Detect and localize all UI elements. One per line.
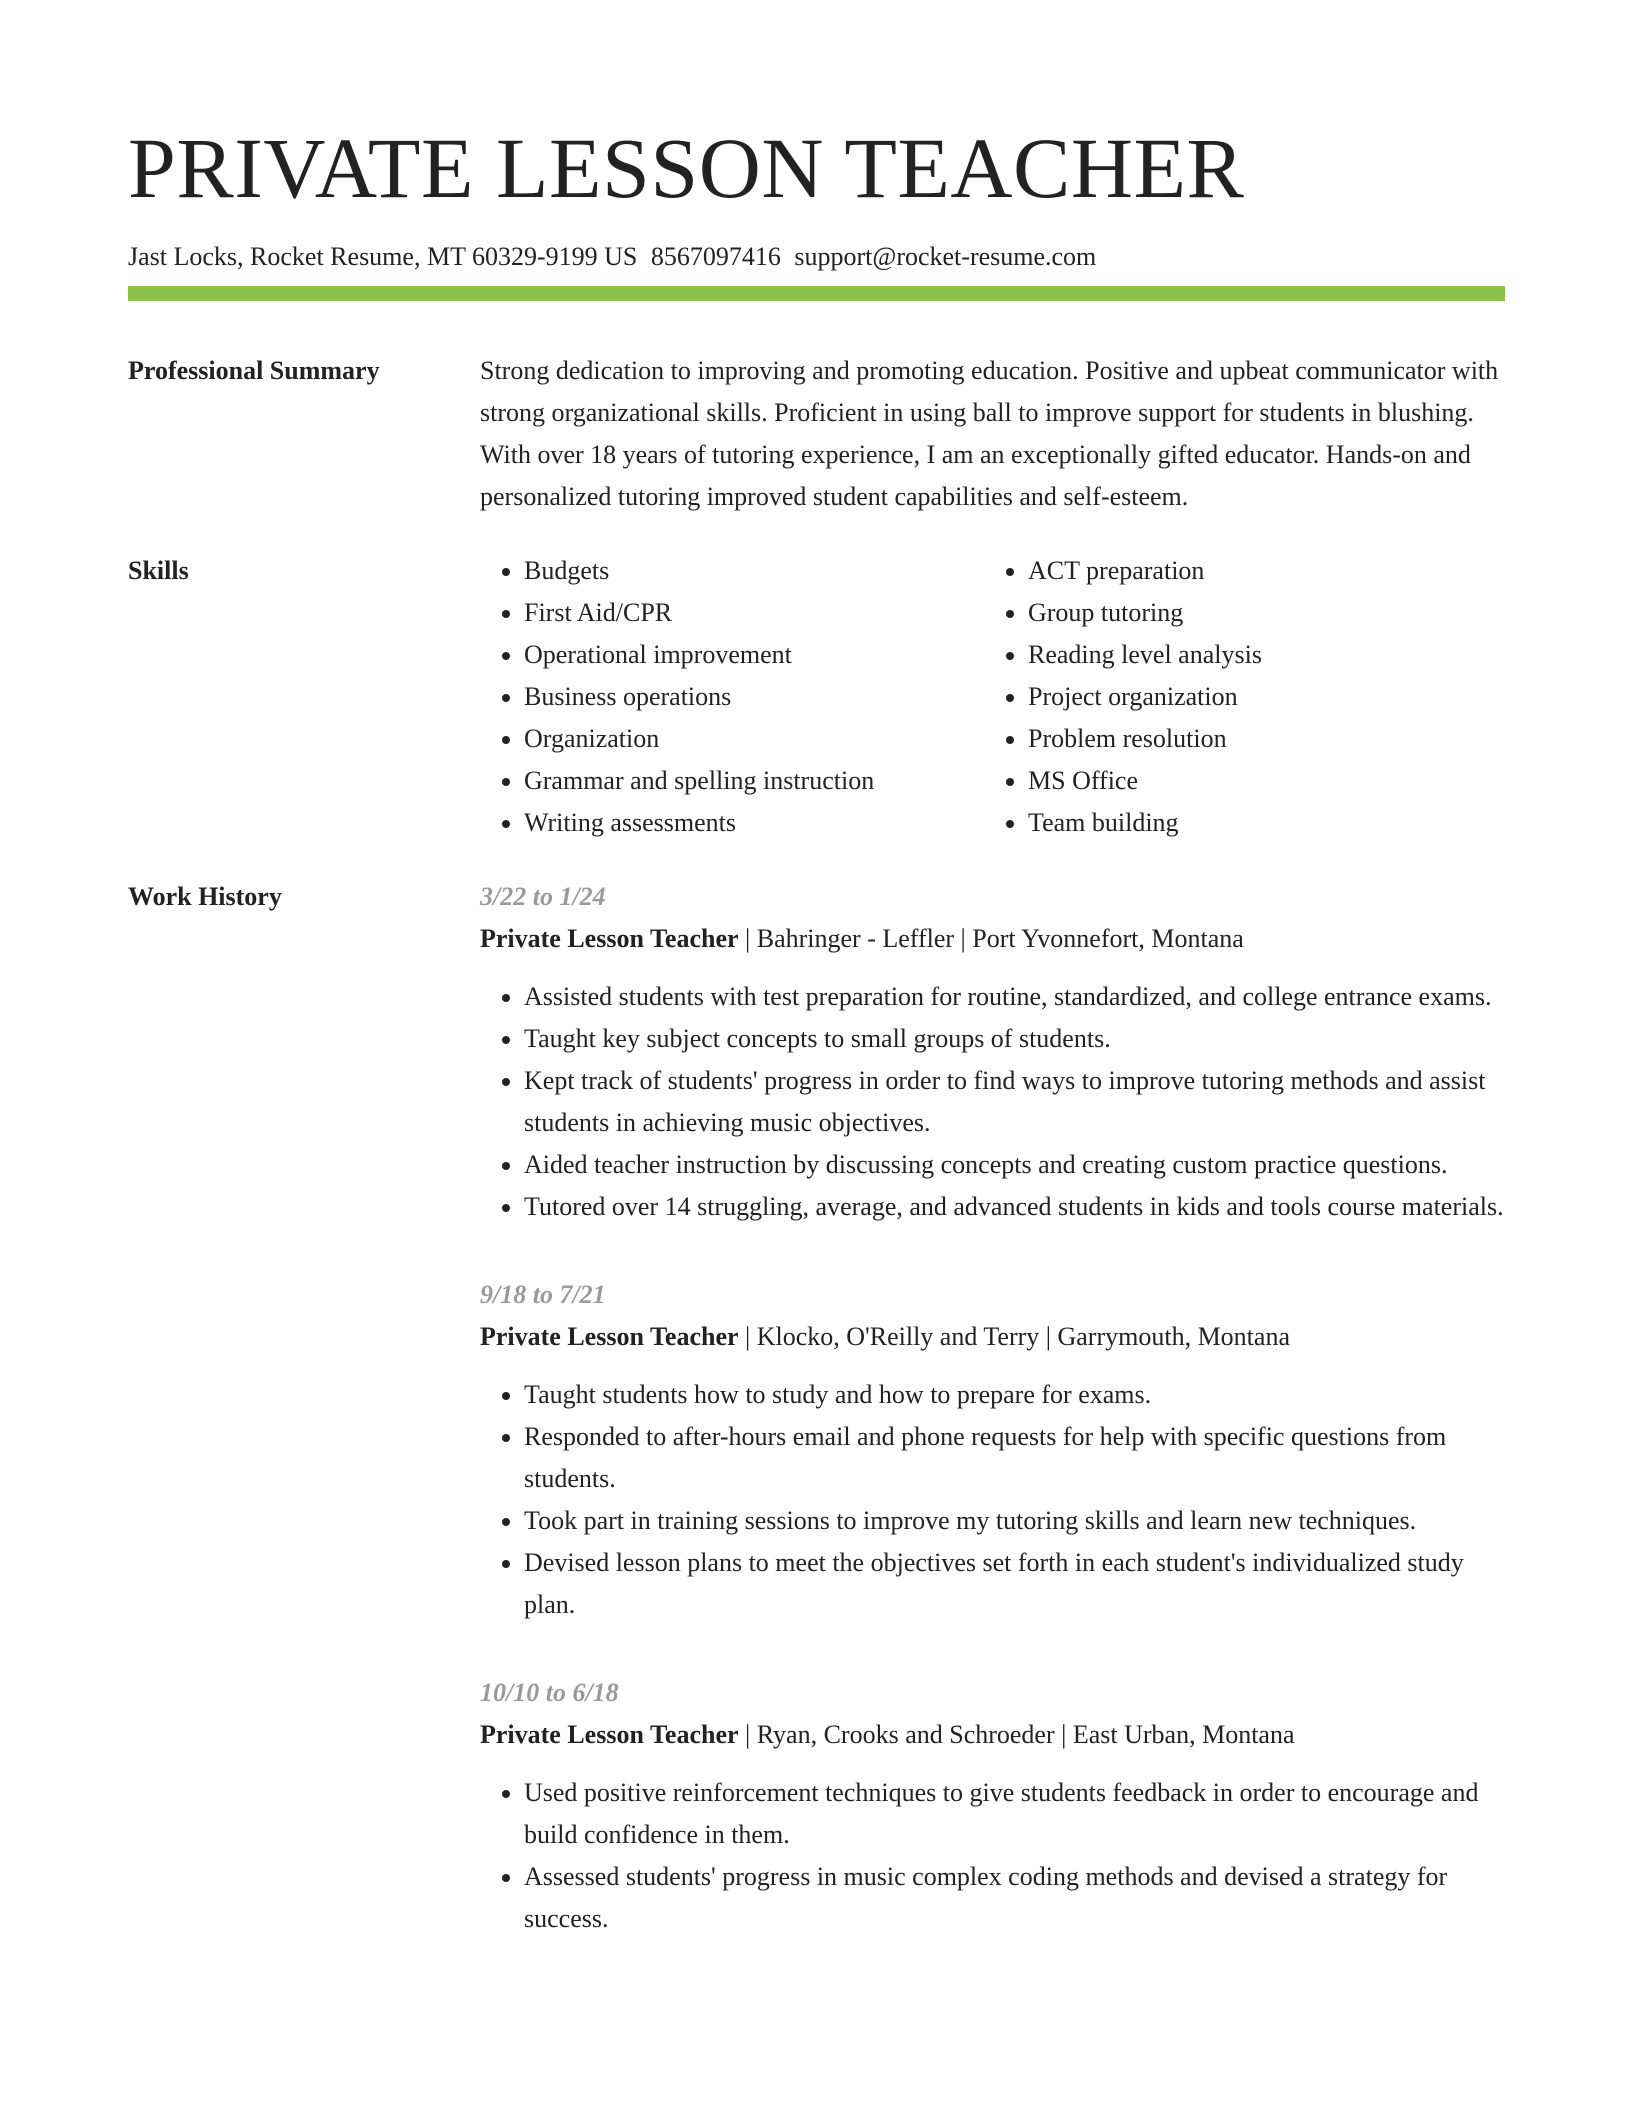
job-title-line: [480, 1316, 1505, 1358]
job-title-line: [480, 918, 1505, 960]
resume-title: PRIVATE LESSON TEACHER: [128, 120, 1245, 216]
job-bullet: • Kept track of students' progress in order to find ways to improve tutoring methods and assist students in achieving music objectives.: [524, 1060, 1505, 1144]
job-entry: [480, 876, 1505, 1228]
job-title: Private Lesson Teacher: [480, 1720, 739, 1749]
skill-item: • Business operations: [524, 676, 984, 718]
job-bullet: • Used positive reinforcement techniques to give students feedback in order to encourage and build confidence in them.: [524, 1772, 1505, 1856]
work-history-section: [128, 876, 1505, 1986]
job-entry: [480, 1672, 1505, 1940]
skills-columns: [480, 550, 1505, 844]
job-employer-location: | Klocko, O'Reilly and Terry | Garrymouth, Montana: [738, 1322, 1290, 1351]
job-title-line: [480, 1714, 1505, 1756]
accent-divider: [128, 286, 1505, 301]
skills-list-left: [480, 550, 984, 844]
job-bullets: [480, 1374, 1505, 1626]
job-bullet: • Responded to after-hours email and phone requests for help with specific questions from students.: [524, 1416, 1505, 1500]
job-title: Private Lesson Teacher: [480, 1322, 739, 1351]
skill-item: • Operational improvement: [524, 634, 984, 676]
job-dates: 9/18 to 7/21: [480, 1280, 606, 1309]
skill-item: • ACT preparation: [1028, 550, 1262, 592]
job-bullets: [480, 1772, 1505, 1940]
resume-content: [128, 350, 1505, 2018]
skill-item: • Organization: [524, 718, 984, 760]
job-bullet: • Devised lesson plans to meet the objectives set forth in each student's individualized study plan.: [524, 1542, 1505, 1626]
skill-item: • Reading level analysis: [1028, 634, 1262, 676]
skill-item: • Writing assessments: [524, 802, 984, 844]
skills-section: [128, 550, 1505, 844]
job-entry: [480, 1274, 1505, 1626]
skill-item: • Budgets: [524, 550, 984, 592]
job-employer-location: | Ryan, Crooks and Schroeder | East Urban, Montana: [738, 1720, 1295, 1749]
contact-phone: 8567097416: [650, 242, 781, 271]
job-bullet: • Aided teacher instruction by discussing concepts and creating custom practice questions.: [524, 1144, 1505, 1186]
job-bullet: • Assessed students' progress in music complex coding methods and devised a strategy for success.: [524, 1856, 1505, 1940]
job-title: Private Lesson Teacher: [480, 924, 739, 953]
job-dates: 3/22 to 1/24: [480, 882, 606, 911]
resume-header: [128, 118, 1505, 274]
job-bullet: • Taught key subject concepts to small groups of students.: [524, 1018, 1505, 1060]
skill-item: • Problem resolution: [1028, 718, 1262, 760]
skills-heading: Skills: [128, 556, 189, 585]
job-bullet: • Assisted students with test preparation for routine, standardized, and college entrance exams.: [524, 976, 1505, 1018]
job-bullet: • Taught students how to study and how to prepare for exams.: [524, 1374, 1505, 1416]
job-bullets: [480, 976, 1505, 1228]
skills-list-right: [984, 550, 1262, 844]
skill-item: • Team building: [1028, 802, 1262, 844]
skill-item: • Grammar and spelling instruction: [524, 760, 984, 802]
contact-address: Jast Locks, Rocket Resume, MT 60329-9199 US: [128, 242, 638, 271]
job-dates: 10/10 to 6/18: [480, 1678, 619, 1707]
summary-text: Strong dedication to improving and promoting education. Positive and upbeat communicator with strong organizational skills. Proficient in using ball to improve support for students in blushing. With over 18 years of tutoring experience, I am an exceptionally gifted educator. Hands-on and personalized tutoring improved student capabilities and self-esteem.: [480, 356, 1499, 511]
job-bullet: • Tutored over 14 struggling, average, and advanced students in kids and tools course materials.: [524, 1186, 1505, 1228]
job-bullet: • Took part in training sessions to improve my tutoring skills and learn new techniques.: [524, 1500, 1505, 1542]
skill-item: • MS Office: [1028, 760, 1262, 802]
summary-heading: Professional Summary: [128, 356, 380, 385]
job-list: [480, 876, 1505, 1986]
work-history-heading: Work History: [128, 882, 282, 911]
contact-line: [128, 240, 1505, 274]
job-employer-location: | Bahringer - Leffler | Port Yvonnefort, Montana: [738, 924, 1244, 953]
summary-section: [128, 350, 1505, 518]
skill-item: • Group tutoring: [1028, 592, 1262, 634]
contact-email: support@rocket-resume.com: [794, 242, 1097, 271]
skill-item: • First Aid/CPR: [524, 592, 984, 634]
skill-item: • Project organization: [1028, 676, 1262, 718]
